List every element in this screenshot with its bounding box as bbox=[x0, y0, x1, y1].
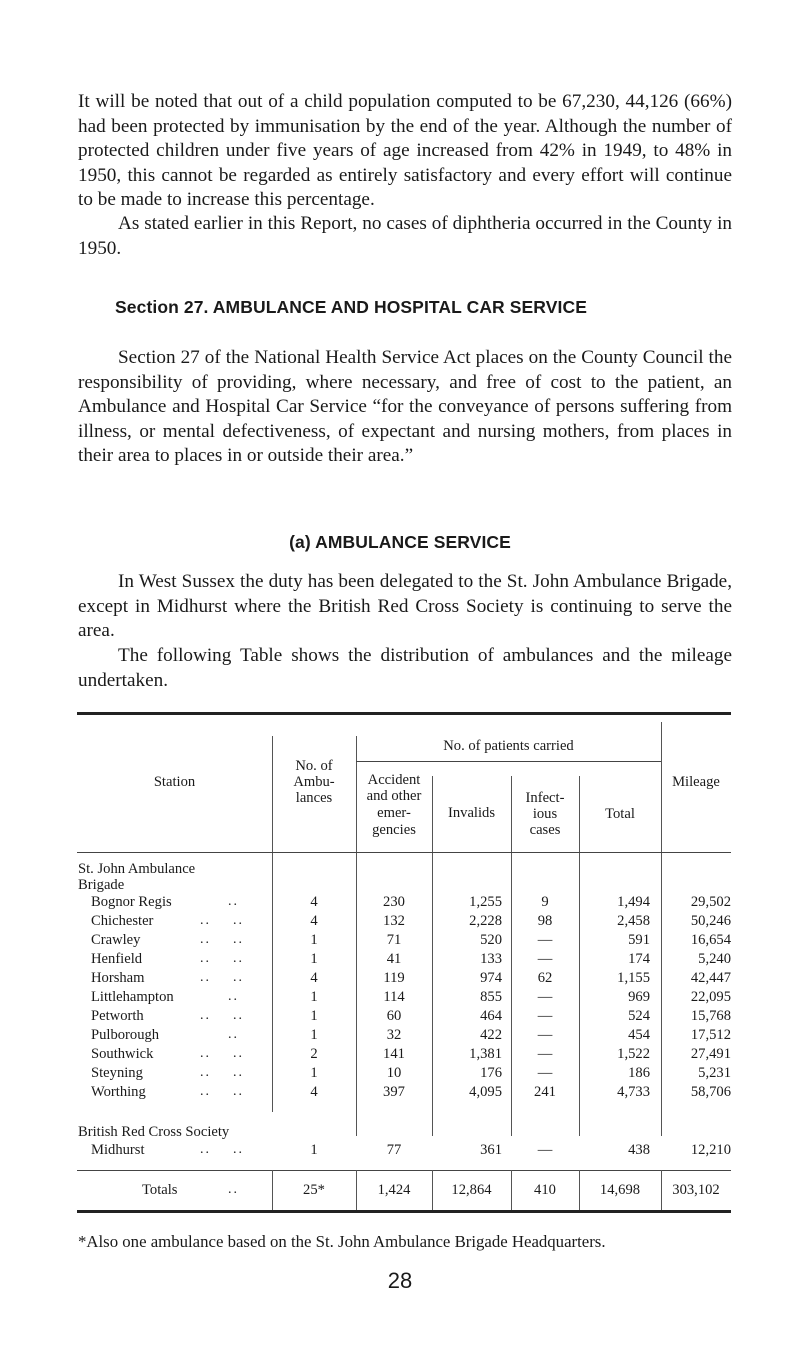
mileage-value: 42,447 bbox=[690, 970, 731, 986]
station-name: Pulborough bbox=[91, 1027, 160, 1043]
paragraph-diphtheria: As stated earlier in this Report, no cases of diphtheria occurred in the County in 1950. bbox=[78, 213, 732, 259]
accident-value: 32 bbox=[386, 1027, 402, 1043]
infectious-value: 241 bbox=[534, 1084, 556, 1100]
table-bottom-rule bbox=[77, 1210, 731, 1213]
infectious-value: — bbox=[537, 951, 553, 967]
ambulances-value: 2 bbox=[310, 1046, 318, 1062]
totals-infectious: 410 bbox=[534, 1182, 556, 1198]
header-accident-3: emer- bbox=[377, 805, 411, 821]
station-name: Steyning bbox=[91, 1065, 143, 1081]
total-value: 1,522 bbox=[617, 1046, 650, 1062]
header-accident-2: and other bbox=[366, 788, 422, 804]
totals-invalids: 12,864 bbox=[451, 1182, 492, 1198]
header-mileage: Mileage bbox=[672, 774, 720, 790]
station-name: Midhurst bbox=[91, 1142, 145, 1158]
station-name: Littlehampton bbox=[91, 989, 174, 1005]
accident-value: 397 bbox=[383, 1084, 405, 1100]
station-name: Horsham bbox=[91, 970, 145, 986]
total-value: 186 bbox=[628, 1065, 650, 1081]
infectious-value: 62 bbox=[537, 970, 553, 986]
station-name: Southwick bbox=[91, 1046, 154, 1062]
accident-value: 119 bbox=[383, 970, 405, 986]
header-patients-carried: No. of patients carried bbox=[443, 738, 574, 754]
subsection-heading: (a) AMBULANCE SERVICE bbox=[289, 532, 511, 552]
invalids-value: 1,255 bbox=[469, 894, 502, 910]
header-ambulances-2: Ambu- bbox=[293, 774, 335, 790]
ambulances-value: 1 bbox=[310, 1142, 318, 1158]
mileage-value: 17,512 bbox=[690, 1027, 731, 1043]
patients-header-rule bbox=[356, 761, 661, 762]
infectious-value: — bbox=[537, 1008, 553, 1024]
ambulances-value: 4 bbox=[310, 1084, 318, 1100]
paragraph-immunisation: It will be noted that out of a child population computed to be 67,230, 44,126 (66%) had been protected by immunisation by the end of the year. Although the number of protected children under five years of age increased from 42% in 1949, to 48% in 1950, this cannot be regarded as entirely satisfactory and every effort will continue to be made to increase this percentage. bbox=[78, 91, 732, 211]
group-label-st-john: St. John Ambulance bbox=[78, 861, 196, 877]
infectious-value: — bbox=[537, 1065, 553, 1081]
infectious-value: 98 bbox=[537, 913, 553, 929]
paragraph-delegation: In West Sussex the duty has been delegated to the St. John Ambulance Brigade, except in Midhurst where the British Red Cross Society is continuing to serve the area. bbox=[78, 571, 732, 642]
invalids-value: 176 bbox=[480, 1065, 502, 1081]
invalids-value: 422 bbox=[480, 1027, 502, 1043]
ambulances-value: 4 bbox=[310, 894, 318, 910]
header-total: Total bbox=[605, 806, 635, 822]
accident-value: 114 bbox=[383, 989, 405, 1005]
mileage-value: 27,491 bbox=[690, 1046, 731, 1062]
total-value: 438 bbox=[628, 1142, 650, 1158]
invalids-value: 2,228 bbox=[469, 913, 502, 929]
table-top-rule bbox=[77, 712, 731, 715]
header-ambulances-1: No. of bbox=[295, 758, 333, 774]
station-name: Petworth bbox=[91, 1008, 144, 1024]
accident-value: 41 bbox=[386, 951, 402, 967]
totals-ambulances: 25* bbox=[303, 1182, 325, 1198]
totals-accident: 1,424 bbox=[377, 1182, 411, 1198]
invalids-value: 4,095 bbox=[469, 1084, 502, 1100]
infectious-value: — bbox=[537, 932, 553, 948]
station-name: Crawley bbox=[91, 932, 141, 948]
station-name: Chichester bbox=[91, 913, 154, 929]
station-name: Worthing bbox=[91, 1084, 146, 1100]
infectious-value: — bbox=[537, 989, 553, 1005]
totals-label: Totals bbox=[142, 1182, 178, 1198]
ambulances-value: 1 bbox=[310, 989, 318, 1005]
invalids-value: 361 bbox=[480, 1142, 502, 1158]
mileage-value: 12,210 bbox=[690, 1142, 731, 1158]
total-value: 1,155 bbox=[617, 970, 650, 986]
mileage-value: 5,240 bbox=[698, 951, 731, 967]
mileage-value: 15,768 bbox=[690, 1008, 731, 1024]
station-name: Bognor Regis bbox=[91, 894, 172, 910]
invalids-value: 974 bbox=[480, 970, 502, 986]
paragraph-section-27: Section 27 of the National Health Service Act places on the County Council the responsibility of providing, where necessary, and free of cost to the patient, an Ambulance and Hospital Car Service “for the conveyance of persons suffering from illness, or mental defectiveness, of expectant and nursing mothers, from places in their area to places in or outside their area.” bbox=[78, 347, 732, 467]
mileage-value: 22,095 bbox=[690, 989, 731, 1005]
header-infectious-2: ious bbox=[532, 806, 558, 822]
accident-value: 141 bbox=[383, 1046, 405, 1062]
total-value: 174 bbox=[628, 951, 650, 967]
group-label-brigade: Brigade bbox=[78, 877, 125, 893]
mileage-value: 5,231 bbox=[698, 1065, 731, 1081]
section-heading: Section 27. AMBULANCE AND HOSPITAL CAR SERVICE bbox=[115, 297, 587, 317]
paragraph-table-intro: The following Table shows the distribution of ambulances and the mileage undertaken. bbox=[78, 645, 732, 691]
mileage-value: 58,706 bbox=[690, 1084, 731, 1100]
header-ambulances-3: lances bbox=[295, 790, 333, 806]
header-infectious-1: Infect- bbox=[525, 790, 565, 806]
accident-value: 77 bbox=[386, 1142, 402, 1158]
infectious-value: — bbox=[537, 1142, 553, 1158]
total-value: 591 bbox=[628, 932, 650, 948]
accident-value: 230 bbox=[383, 894, 405, 910]
header-accident-4: gencies bbox=[372, 822, 416, 838]
accident-value: 71 bbox=[386, 932, 402, 948]
accident-value: 132 bbox=[383, 913, 405, 929]
ambulances-value: 4 bbox=[310, 970, 318, 986]
mileage-value: 16,654 bbox=[690, 932, 731, 948]
page-number: 28 bbox=[387, 1268, 413, 1293]
ambulances-value: 4 bbox=[310, 913, 318, 929]
ambulances-value: 1 bbox=[310, 932, 318, 948]
totals-mileage: 303,102 bbox=[672, 1182, 720, 1198]
totals-total: 14,698 bbox=[599, 1182, 641, 1198]
total-value: 969 bbox=[628, 989, 650, 1005]
invalids-value: 464 bbox=[480, 1008, 502, 1024]
infectious-value: — bbox=[537, 1027, 553, 1043]
station-name: Henfield bbox=[91, 951, 143, 967]
invalids-value: 520 bbox=[480, 932, 502, 948]
invalids-value: 855 bbox=[480, 989, 502, 1005]
total-value: 524 bbox=[628, 1008, 650, 1024]
header-accident-1: Accident bbox=[367, 772, 421, 788]
total-value: 1,494 bbox=[617, 894, 650, 910]
table-footnote: *Also one ambulance based on the St. John Ambulance Brigade Headquarters. bbox=[78, 1232, 606, 1251]
ambulances-value: 1 bbox=[310, 1065, 318, 1081]
ambulances-value: 1 bbox=[310, 1008, 318, 1024]
invalids-value: 133 bbox=[480, 951, 502, 967]
infectious-value: 9 bbox=[541, 894, 549, 910]
accident-value: 60 bbox=[386, 1008, 402, 1024]
header-bottom-rule bbox=[77, 852, 731, 853]
group-label-red-cross: British Red Cross Society bbox=[78, 1124, 230, 1140]
mileage-value: 50,246 bbox=[690, 913, 731, 929]
header-invalids: Invalids bbox=[447, 805, 496, 821]
infectious-value: — bbox=[537, 1046, 553, 1062]
total-value: 2,458 bbox=[617, 913, 650, 929]
total-value: 454 bbox=[628, 1027, 650, 1043]
header-infectious-3: cases bbox=[529, 822, 561, 838]
header-station: Station bbox=[153, 774, 196, 790]
ambulances-value: 1 bbox=[310, 951, 318, 967]
mileage-value: 29,502 bbox=[690, 894, 731, 910]
totals-top-rule bbox=[77, 1170, 731, 1171]
ambulances-value: 1 bbox=[310, 1027, 318, 1043]
total-value: 4,733 bbox=[617, 1084, 650, 1100]
document-page: It will be noted that out of a child population computed to be 67,230, 44,126 (66%) had been protected by immunisation by the end of the year. Although the number of protected children under five years of age increased from 42% in 1949, to 48% in 1950, this cannot be regarded as entirely satisfactory and every effort will continue to be made to increase this percentage. As stated earlier in this Report, no cases of diphtheria occurred in the County in 1950. Section 27. AMBULANCE AND HOSPITAL CAR SERVICE Section 27 of the National Health Service Act places on the County Council the responsibility of providing, where necessary, and free of cost to the patient, an Ambulance and Hospital Car Service “for the conveyance of persons suffering from illness, or mental defectiveness, of expectant and nursing mothers, from places in their area to places in or outside their area.” (a) AMBULANCE SERVICE In West Sussex the duty has been delegated to the St. John Ambulance Brigade, except in Midhurst where the British Red Cross Society is continuing to serve the area. The following Table shows the distribution of ambulances and the mileage undertaken. Station No. of Ambu- lances No. of patients carried Accident and other emer- gencies Invalids Infect- ious cases Total Mileage St. John Ambulance Brigade Bognor Regis .. 4 230 1,255 9 1,494 29,502 Chichester .. .. 4 132 2,228 98 2,458 50,246 Crawley .. .. 1 71 520 — 591 16,654 Henfield .. .. 1 41 133 — 174 5,240 Horsham .. .. 4 119 974 62 1,155 42,447 Littlehampton .. 1 114 855 — 969 22,095 Petworth .. .. 1 60 464 — 524 15,768 Pulborough .. 1 32 422 — 454 17,512 Southwick .. .. 2 141 1,381 — 1,522 27,491 Steyning .. .. 1 10 176 — 186 5,231 Worthing .. .. 4 397 4,095 241 4,733 58,706 British Red Cross Society Midhurst .. .. 1 77 361 — 438 12,210 Totals .. 25* 1,424 12,864 410 14,698 303,102 *Also one ambulance based on the St. John Ambulance Brigade Headquarters. 28 bbox=[0, 0, 800, 1355]
invalids-value: 1,381 bbox=[469, 1046, 502, 1062]
accident-value: 10 bbox=[386, 1065, 402, 1081]
